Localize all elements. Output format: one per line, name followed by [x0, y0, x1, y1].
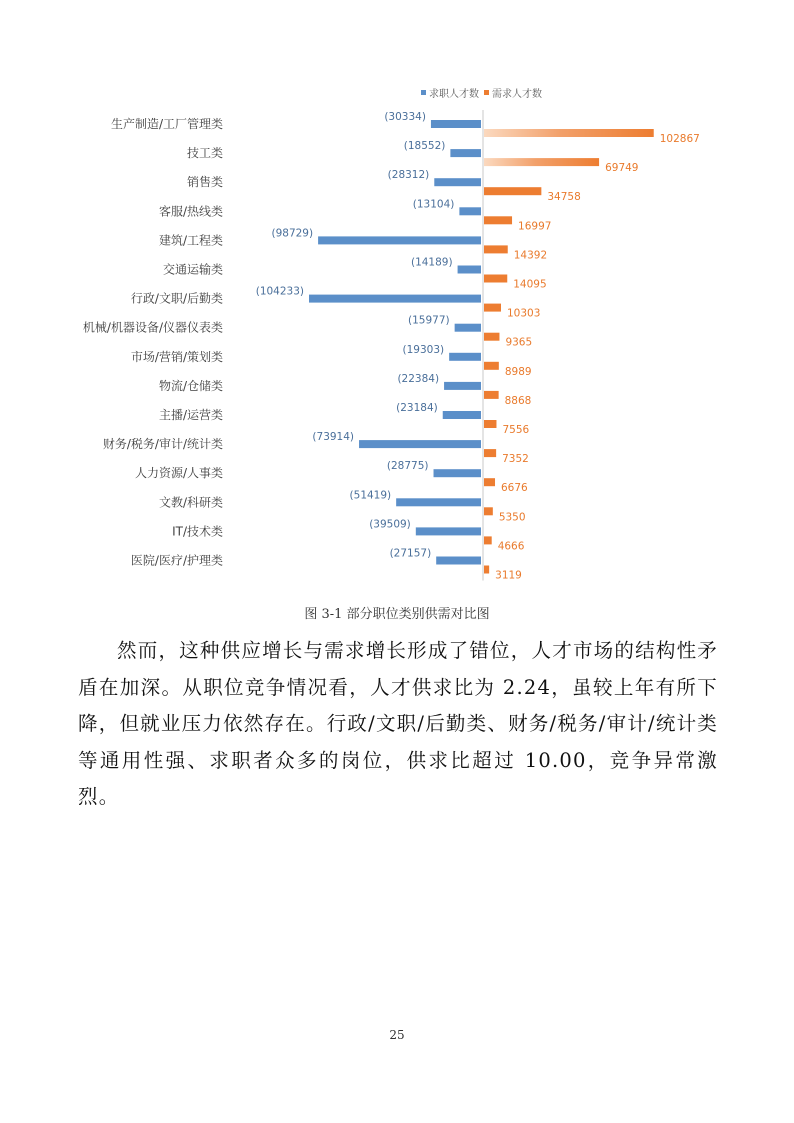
chart-bars: [83, 110, 700, 582]
demand-value-11: 7352: [502, 453, 529, 466]
demand-value-10: 7556: [502, 424, 530, 436]
category-label-3: 客服/热线类: [158, 204, 223, 219]
seeker-value-2: (28312): [387, 169, 430, 182]
demand-value-3: 16997: [518, 220, 552, 233]
demand-bar-7: [484, 333, 499, 341]
seeker-bar-11: [359, 440, 481, 448]
demand-value-2: 34758: [547, 191, 581, 204]
seeker-bar-10: [443, 411, 481, 419]
category-label-13: 文教/科研类: [158, 495, 223, 510]
category-label-9: 物流/仓储类: [158, 378, 223, 393]
category-label-0: 生产制造/工厂管理类: [110, 117, 223, 131]
legend-label-0: 求职人才数: [429, 89, 479, 100]
category-label-5: 交通运输类: [162, 262, 223, 277]
seeker-value-11: (73914): [312, 431, 355, 444]
demand-bar-1: [484, 158, 599, 166]
seeker-value-13: (51419): [349, 489, 392, 502]
page-number: 25: [389, 1028, 405, 1042]
demand-bar-2: [484, 187, 541, 195]
demand-value-13: 5350: [498, 511, 526, 524]
seeker-value-3: (13104): [412, 198, 455, 211]
category-label-12: 人力资源/人事类: [134, 466, 223, 481]
legend-swatch-0: [421, 90, 426, 95]
seeker-bar-15: [436, 557, 481, 565]
seeker-value-15: (27157): [389, 547, 432, 560]
legend-label-1: 需求人才数: [492, 89, 542, 100]
seeker-value-6: (104233): [255, 285, 305, 298]
demand-bar-14: [484, 536, 492, 544]
seeker-bar-12: [434, 469, 481, 477]
demand-bar-12: [484, 478, 495, 486]
category-label-10: 主播/运营类: [158, 408, 223, 422]
demand-bar-4: [484, 245, 508, 253]
demand-value-15: 3119: [495, 569, 522, 582]
seeker-value-5: (14189): [410, 256, 453, 269]
demand-bar-8: [484, 362, 499, 370]
category-label-4: 建筑/工程类: [158, 233, 223, 248]
seeker-value-12: (28775): [386, 460, 429, 473]
category-label-15: 医院/医疗/护理类: [130, 553, 223, 568]
demand-bar-13: [484, 507, 493, 515]
demand-value-6: 10303: [506, 307, 541, 320]
demand-bar-9: [484, 391, 499, 399]
seeker-value-1: (18552): [403, 140, 446, 153]
supply-demand-chart: [60, 82, 760, 592]
seeker-value-8: (19303): [402, 343, 445, 356]
category-label-11: 财务/税务/审计/统计类: [102, 437, 223, 452]
demand-value-7: 9365: [505, 336, 533, 349]
seeker-bar-2: [434, 178, 481, 186]
seeker-bar-5: [458, 266, 481, 274]
seeker-value-0: (30334): [384, 111, 426, 123]
demand-bar-3: [484, 216, 512, 224]
legend-swatch-1: [484, 90, 489, 95]
seeker-value-9: (22384): [397, 372, 440, 385]
demand-value-14: 4666: [497, 540, 525, 553]
category-label-6: 行政/文职/后勤类: [130, 291, 223, 306]
category-label-2: 销售类: [186, 175, 223, 190]
demand-value-8: 8989: [504, 365, 532, 378]
seeker-value-4: (98729): [271, 227, 314, 240]
seeker-bar-14: [416, 527, 481, 535]
seeker-bar-1: [450, 149, 481, 157]
demand-value-9: 8868: [504, 394, 532, 407]
seeker-value-7: (15977): [408, 314, 450, 327]
demand-bar-0: [484, 129, 654, 137]
demand-value-1: 69749: [605, 162, 639, 175]
category-label-1: 技工类: [186, 146, 223, 161]
seeker-bar-3: [459, 207, 481, 215]
seeker-bar-6: [309, 295, 481, 303]
seeker-value-10: (23184): [396, 402, 438, 414]
category-label-8: 市场/营销/策划类: [130, 349, 223, 364]
figure-caption: 图 3-1 部分职位类别供需对比图: [304, 607, 490, 622]
demand-bar-15: [484, 566, 489, 574]
demand-value-0: 102867: [659, 133, 700, 145]
demand-value-12: 6676: [501, 482, 528, 495]
demand-value-4: 14392: [513, 249, 548, 262]
category-label-7: 机械/机器设备/仪器仪表类: [82, 320, 223, 335]
seeker-bar-0: [431, 120, 481, 128]
seeker-bar-9: [444, 382, 481, 390]
demand-bar-10: [484, 420, 496, 428]
seeker-bar-4: [318, 236, 481, 244]
chart-legend: [421, 87, 542, 100]
demand-bar-11: [484, 449, 496, 457]
seeker-bar-8: [449, 353, 481, 361]
demand-value-5: 14095: [513, 278, 547, 291]
seeker-value-14: (39509): [369, 518, 411, 531]
demand-bar-5: [484, 275, 507, 283]
category-label-14: IT/技术类: [172, 524, 223, 539]
seeker-bar-13: [396, 498, 481, 506]
seeker-bar-7: [455, 324, 481, 332]
body-paragraph: 然而，这种供应增长与需求增长形成了错位，人才市场的结构性矛盾在加深。从职位竞争情况看，人才供求比为 2.24，虽较上年有所下降，但就业压力依然存在。行政/文职/后勤类、财务/税务/审计/统计类等通用性强、求职者众多的岗位，供求比超过 10.00，竞争异常激烈。: [78, 639, 718, 808]
demand-bar-6: [484, 304, 501, 312]
